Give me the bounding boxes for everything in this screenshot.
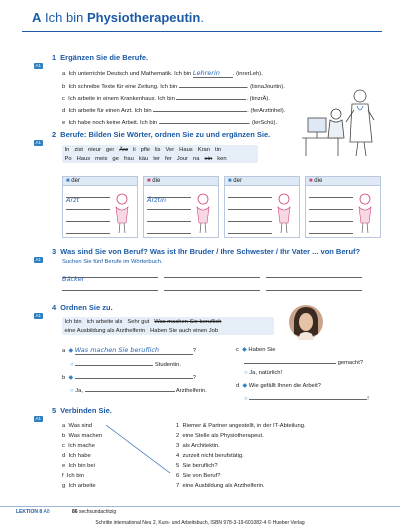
syllable-bank xyxy=(62,145,258,163)
column-answer-line[interactable] xyxy=(309,213,353,222)
item-text: Sie beruflich? xyxy=(182,463,218,469)
ex1-answer-d[interactable] xyxy=(153,106,247,112)
ex3-line-3[interactable] xyxy=(266,268,362,278)
syllable-chip[interactable]: ter xyxy=(153,155,160,162)
title-end: . xyxy=(200,10,204,25)
column-header xyxy=(63,177,137,186)
ex3-line-1[interactable]: Bäcker xyxy=(62,268,158,278)
column-answer-line[interactable] xyxy=(228,189,272,198)
match-right-item[interactable] xyxy=(176,481,306,491)
column-answer-line[interactable] xyxy=(309,189,353,198)
item-text: Ich habe xyxy=(68,453,91,459)
column-article: die xyxy=(152,178,161,184)
ex1-answer-a[interactable]: Lehrerin xyxy=(193,69,233,78)
article-column xyxy=(143,176,219,238)
item-text: Riemer & Partner angestellt, in der IT-Abteilung. xyxy=(182,423,306,429)
ex4-answer-d[interactable] xyxy=(249,394,367,400)
column-answer-line[interactable] xyxy=(228,201,272,210)
syllable-chip[interactable]: fer xyxy=(164,155,172,162)
article-column xyxy=(62,176,138,238)
syllable-chip[interactable]: zist xyxy=(74,146,84,153)
item-text: Ich bin bei xyxy=(68,463,95,469)
syllable-chip[interactable]: Ärz xyxy=(119,146,129,153)
blue-bullet-icon: ◆ xyxy=(242,347,247,353)
ex1-item-a: a Ich unterrichte Deutsch und Mathematik. Ich bin Lehrerin . (inrerLeh). xyxy=(62,69,263,77)
column-article: die xyxy=(314,178,323,184)
article-column xyxy=(224,176,300,238)
item-text: eine Stelle als Physiotherapeut. xyxy=(182,433,264,439)
ex1-answer-b[interactable] xyxy=(179,82,247,88)
column-answer: Arzt xyxy=(66,196,80,204)
exercise-5-tag: A1 xyxy=(35,416,42,421)
column-answer: Ärztin xyxy=(147,196,167,204)
syllable-chip[interactable]: Ver xyxy=(165,146,175,153)
ex3-answer-lines xyxy=(62,268,382,291)
pictogram-person-icon xyxy=(353,191,377,235)
exercise-2-heading: 2 Berufe: Bilden Sie Wörter, ordnen Sie zu und ergänzen Sie. xyxy=(52,130,271,139)
pictogram-person-icon xyxy=(110,191,134,235)
exercise-5-number: 5 xyxy=(52,406,57,415)
syllable-row-2 xyxy=(62,154,258,163)
syllable-chip[interactable]: tin xyxy=(214,146,222,153)
ex3-line-5[interactable] xyxy=(164,281,260,291)
ex3-line-6[interactable] xyxy=(266,281,362,291)
phrase-bank xyxy=(62,317,274,335)
item-text: Was machen xyxy=(68,433,103,439)
item-number: 1 xyxy=(176,423,180,429)
square-bullet-icon: ■ xyxy=(147,178,151,184)
column-answer-line[interactable] xyxy=(66,189,110,204)
exercise-4-number: 4 xyxy=(52,303,57,312)
syllable-chip[interactable]: In xyxy=(64,146,70,153)
syllable-chip[interactable]: nieur xyxy=(88,146,101,153)
ex4-answer-a2[interactable] xyxy=(75,360,153,366)
phrase-row-1 xyxy=(62,317,274,326)
match-left-item[interactable] xyxy=(62,431,102,441)
phrase-chip[interactable]: Haben Sie auch einen Job xyxy=(150,327,219,334)
item-text: Was sind xyxy=(68,423,93,429)
exercise-4-tag: A1 xyxy=(35,313,42,318)
ex1-item-c: c Ich arbeite in einem Krankenhaus. Ich bin . (tinzrÄ). xyxy=(62,96,270,102)
match-right-item[interactable] xyxy=(176,421,306,431)
item-text: zurzeit nicht berufstätig. xyxy=(182,453,244,459)
ex4-answer-b[interactable] xyxy=(75,373,193,379)
syllable-chip[interactable]: Kran xyxy=(197,146,210,153)
item-number: 7 xyxy=(176,483,180,489)
ex1-item-b: b Ich schreibe Texte für eine Zeitung. Ich bin . (lisnaJourtin). xyxy=(62,84,285,90)
syllable-chip[interactable]: ger xyxy=(105,146,115,153)
match-right-column xyxy=(176,421,306,491)
ex4-dialog-a: a ◆ Was machen Sie beruflich ? xyxy=(62,346,196,354)
column-answer-line[interactable] xyxy=(309,225,353,234)
ex1-item-d: d Ich arbeite für einen Arzt. Ich bin . (ferArztinhel). xyxy=(62,108,286,114)
syllable-chip[interactable]: Haus xyxy=(179,146,193,153)
syllable-chip[interactable]: pfle xyxy=(140,146,150,153)
item-number: 4 xyxy=(176,453,180,459)
hollow-bullet-icon: ○ xyxy=(244,370,248,376)
exercise-1-heading: 1 Ergänzen Sie die Berufe. xyxy=(52,53,149,62)
match-connector-line xyxy=(100,421,180,481)
syllable-chip[interactable]: ken xyxy=(217,155,227,162)
exercise-4-heading: 4 Ordnen Sie zu. xyxy=(52,303,113,312)
ex4-dialog-a2: ○ Studentin. xyxy=(70,362,181,368)
syllable-row-1 xyxy=(62,145,258,154)
match-right-item[interactable] xyxy=(176,441,306,451)
item-number: 3 xyxy=(176,443,180,449)
syllable-chip[interactable]: li xyxy=(133,146,136,153)
syllable-chip[interactable]: na xyxy=(193,155,200,162)
phrase-chip[interactable]: Sehr gut xyxy=(127,318,150,325)
blue-bullet-icon: ◆ xyxy=(242,383,248,389)
match-left-item[interactable] xyxy=(62,471,102,481)
column-answer-line[interactable] xyxy=(147,225,191,234)
item-letter: c xyxy=(62,443,65,449)
match-left-item[interactable] xyxy=(62,441,102,451)
column-answer-line[interactable] xyxy=(228,213,272,222)
column-answer-line[interactable] xyxy=(228,225,272,234)
woman-portrait-photo xyxy=(288,304,324,340)
ex1-item-e: e Ich habe noch keine Arbeit. Ich bin . (lerSchü). xyxy=(62,120,278,126)
square-bullet-icon: ■ xyxy=(66,178,70,184)
phrase-chip[interactable]: Was machen Sie beruflich xyxy=(154,318,222,325)
phrase-row-2 xyxy=(62,326,274,335)
exercise-1-tag: A1 xyxy=(35,63,42,68)
match-left-column xyxy=(62,421,102,491)
article-column xyxy=(305,176,381,238)
item-text: als Architektin. xyxy=(182,443,220,449)
page-number: 86 sechsundachtzig xyxy=(72,509,117,515)
column-article: der xyxy=(71,178,80,184)
match-left-item[interactable] xyxy=(62,481,102,491)
phrase-chip[interactable]: ich arbeite als xyxy=(86,318,123,325)
ex4-answer-a[interactable]: Was machen Sie beruflich xyxy=(75,346,193,355)
column-answer-line[interactable] xyxy=(147,201,191,210)
item-letter: a xyxy=(62,423,66,429)
column-answer-line[interactable] xyxy=(66,213,110,222)
ex4-dialog-c: c ◆ Haben Sie xyxy=(236,347,276,353)
column-header xyxy=(144,177,218,186)
article-columns xyxy=(62,176,382,238)
ex4-dialog-c-line: gemacht? xyxy=(244,358,363,366)
exercise-3-tag: A1 xyxy=(35,257,42,262)
item-letter: d xyxy=(62,453,66,459)
syllable-chip[interactable]: frau xyxy=(123,155,134,162)
ex4-answer-c[interactable] xyxy=(244,358,336,364)
title-bold: Physiotherapeutin xyxy=(86,10,201,25)
blue-bullet-icon: ◆ xyxy=(68,375,74,381)
doctor-illustration xyxy=(300,80,386,158)
exercise-2-number: 2 xyxy=(52,130,57,139)
match-right-item[interactable] xyxy=(176,451,306,461)
ex4-dialog-b2: ○ Ja, Arzthelferin. xyxy=(70,388,207,394)
item-text: eine Ausbildung als Arzthelferin. xyxy=(182,483,265,489)
page-title xyxy=(32,10,204,25)
square-bullet-icon: ■ xyxy=(228,178,232,184)
item-number: 5 xyxy=(176,463,180,469)
item-text: Ich mache xyxy=(68,443,95,449)
item-letter: g xyxy=(62,483,66,489)
lesson-tag: LEKTION 8 A8 xyxy=(16,509,50,515)
column-answer-line[interactable] xyxy=(66,201,110,210)
exercise-3-heading: 3 Was sind Sie von Beruf? Was ist Ihr Bruder / Ihre Schwester / Ihr Vater ... von Beruf? xyxy=(52,247,361,256)
column-answer-line[interactable] xyxy=(147,189,191,204)
match-right-item[interactable] xyxy=(176,431,306,441)
ex1-answer-c[interactable] xyxy=(176,94,246,100)
section-letter: A xyxy=(32,10,42,25)
syllable-chip[interactable]: Haus xyxy=(76,155,91,162)
column-header xyxy=(306,177,380,186)
syllable-chip[interactable]: käu xyxy=(138,155,149,162)
ex4-dialog-b: b ◆ ? xyxy=(62,375,196,381)
exercise-2-tag: A1 xyxy=(35,140,42,145)
item-letter: e xyxy=(62,463,66,469)
item-letter: f xyxy=(62,473,64,479)
hollow-bullet-icon: ○ xyxy=(70,388,74,394)
match-left-item[interactable] xyxy=(62,461,102,471)
item-text: Ich arbeite xyxy=(68,483,96,489)
hollow-bullet-icon: ○ xyxy=(70,362,74,368)
ex4-dialog-c2: ○ Ja, natürlich! xyxy=(244,370,283,376)
ex3-line-4[interactable] xyxy=(62,281,158,291)
pictogram-person-icon xyxy=(191,191,215,235)
phrase-chip[interactable]: Ich bin xyxy=(64,318,82,325)
exercise-3-number: 3 xyxy=(52,247,57,256)
pictogram-person-icon xyxy=(272,191,296,235)
syllable-chip[interactable]: ein xyxy=(204,155,213,162)
item-text: Ich bin xyxy=(66,473,84,479)
column-answer-line[interactable] xyxy=(147,213,191,222)
match-right-item[interactable] xyxy=(176,461,306,471)
item-letter: b xyxy=(62,433,66,439)
syllable-chip[interactable]: ge xyxy=(112,155,119,162)
ex1-answer-e[interactable] xyxy=(159,118,249,124)
match-left-item[interactable] xyxy=(62,451,102,461)
ex3-line-2[interactable] xyxy=(164,268,260,278)
column-answer-line[interactable] xyxy=(309,201,353,210)
ex4-answer-b2[interactable] xyxy=(85,386,175,392)
exercise-5-heading: 5 Verbinden Sie. xyxy=(52,406,112,415)
item-number: 6 xyxy=(176,473,180,479)
square-bullet-icon: ■ xyxy=(309,178,313,184)
ex4-dialog-d2: ○ ! xyxy=(244,396,369,402)
match-left-item[interactable] xyxy=(62,421,102,431)
syllable-chip[interactable]: meis xyxy=(95,155,108,162)
column-article: der xyxy=(233,178,242,184)
title-rule xyxy=(22,31,382,32)
exercise-1-number: 1 xyxy=(52,53,57,62)
syllable-chip[interactable]: lis xyxy=(154,146,161,153)
footer-rule xyxy=(0,506,400,507)
title-plain: Ich bin xyxy=(45,10,84,25)
syllable-chip[interactable]: Po xyxy=(64,155,72,162)
column-answer-line[interactable] xyxy=(66,225,110,234)
copyright-credit: Schritte international Neu 2, Kurs- und Arbeitsbuch, ISBN 978-3-19-601082-4 © Hueber Verlag xyxy=(95,520,305,526)
ex4-dialog-d: d ◆ Wie gefällt Ihnen die Arbeit? xyxy=(236,383,321,389)
syllable-chip[interactable]: Jour xyxy=(176,155,189,162)
hollow-bullet-icon: ○ xyxy=(244,396,248,402)
column-header xyxy=(225,177,299,186)
exercise-3-instruction: Suchen Sie fünf Berufe im Wörterbuch. xyxy=(62,259,163,265)
item-number: 2 xyxy=(176,433,180,439)
phrase-chip[interactable]: eine Ausbildung als Arzthelferin xyxy=(64,327,146,334)
item-text: Sie von Beruf? xyxy=(182,473,221,479)
blue-bullet-icon: ◆ xyxy=(68,348,74,354)
match-right-item[interactable] xyxy=(176,471,306,481)
